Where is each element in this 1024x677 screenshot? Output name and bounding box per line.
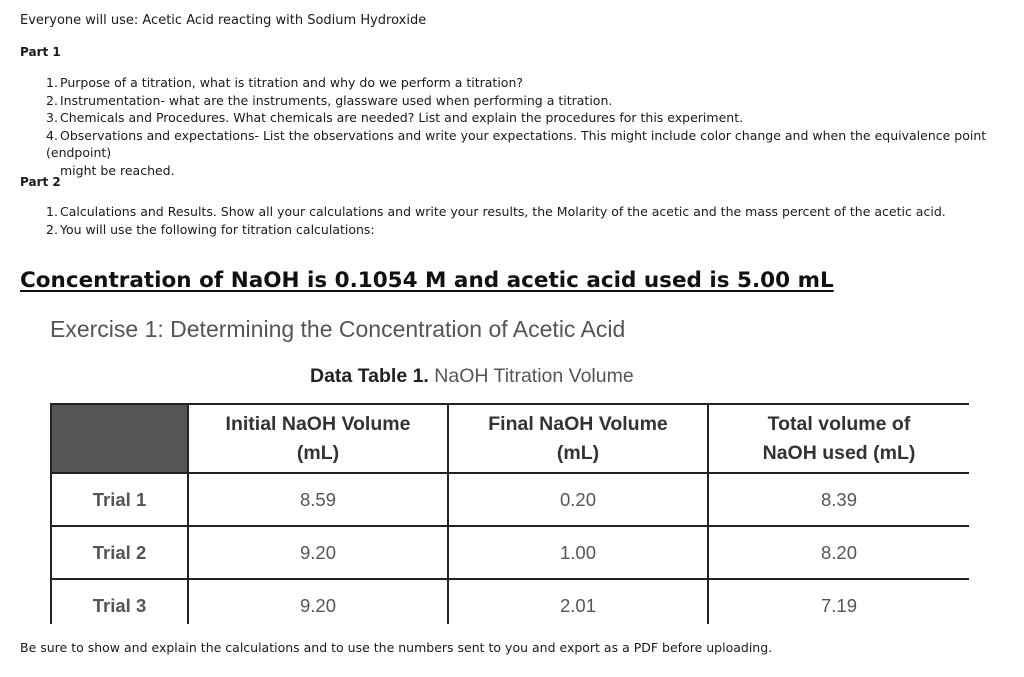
trial-label: Trial 1 [51, 473, 188, 526]
list-item: 1. Purpose of a titration, what is titration and why do we perform a titration? [46, 75, 524, 90]
header-total-volume: Total volume of NaOH used (mL) [708, 404, 969, 473]
initial-volume-cell: 9.20 [188, 579, 448, 624]
header-initial-volume: Initial NaOH Volume (mL) [188, 404, 448, 473]
footer-instructions: Be sure to show and explain the calculations and to use the numbers sent to you and export as a PDF before uploading. [20, 640, 773, 655]
table-row [51, 526, 969, 579]
final-volume-cell: 1.00 [448, 526, 708, 579]
concentration-note: Concentration of NaOH is 0.1054 M and acetic acid used is 5.00 mL [20, 268, 834, 293]
header-final-volume: Final NaOH Volume (mL) [448, 404, 708, 473]
header-corner-cell [51, 404, 188, 473]
data-table-title: Data Table 1. NaOH Titration Volume [310, 365, 634, 387]
data-table-container [50, 403, 969, 624]
list-item: 3. Chemicals and Procedures. What chemicals are needed? List and explain the procedures for this experiment. [46, 110, 744, 125]
data-table [50, 403, 969, 624]
list-item: 4. Observations and expectations- List the observations and write your expectations. This might include color change and when the equivalence point (endpoint) might be reached. [46, 127, 987, 178]
total-volume-cell: 8.20 [708, 526, 969, 579]
list-item: 2. Instrumentation- what are the instruments, glassware used when performing a titration. [46, 92, 613, 108]
final-volume-cell: 0.20 [448, 473, 708, 526]
trial-label: Trial 2 [51, 526, 188, 579]
list-item: 2. You will use the following for titration calculations: [46, 221, 375, 237]
part-2-list [46, 203, 1006, 238]
final-volume-cell: 2.01 [448, 579, 708, 624]
initial-volume-cell: 9.20 [188, 526, 448, 579]
table-header-row [51, 404, 969, 473]
part-1-heading: Part 1 [20, 45, 61, 59]
list-item: 1. Calculations and Results. Show all your calculations and write your results, the Molarity of the acetic and the mass percent of the acetic acid. [46, 204, 946, 219]
intro-text: Everyone will use: Acetic Acid reacting with Sodium Hydroxide [20, 13, 427, 28]
initial-volume-cell: 8.59 [188, 473, 448, 526]
trial-label: Trial 3 [51, 579, 188, 624]
total-volume-cell: 8.39 [708, 473, 969, 526]
part-2-heading: Part 2 [20, 175, 61, 189]
exercise-title: Exercise 1: Determining the Concentration of Acetic Acid [50, 316, 626, 342]
part-1-list [46, 74, 1006, 179]
table-row [51, 473, 969, 526]
total-volume-cell: 7.19 [708, 579, 969, 624]
table-row [51, 579, 969, 624]
